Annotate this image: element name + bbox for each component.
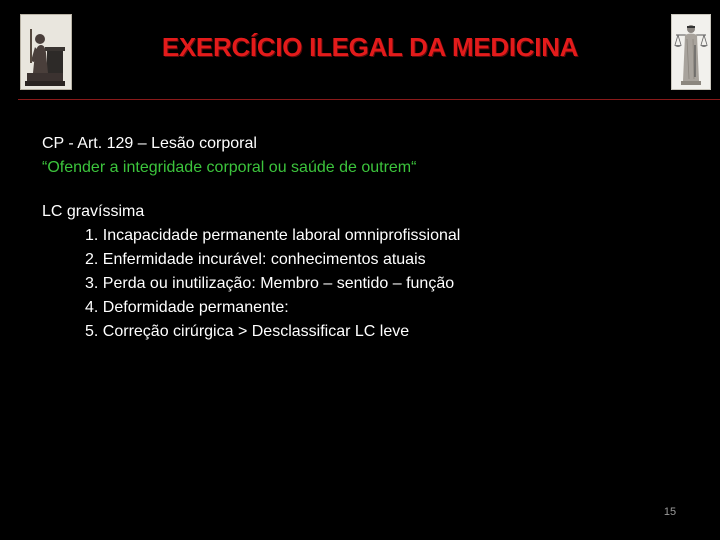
justice-icon <box>671 14 711 90</box>
list-item: 5. Correção cirúrgica > Desclassificar LC leve <box>85 323 410 340</box>
statue-icon <box>20 14 72 90</box>
law-reference: CP - Art. 129 – Lesão corporal <box>42 135 257 152</box>
list-item: 2. Enfermidade incurável: conhecimentos atuais <box>85 251 426 268</box>
spacer <box>42 180 682 200</box>
title-divider <box>18 99 720 100</box>
page-number: 15 <box>663 506 677 518</box>
list-item: 1. Incapacidade permanente laboral omniprofissional <box>85 227 461 244</box>
list-item: 3. Perda ou inutilização: Membro – sentido – função <box>85 275 455 292</box>
section-heading: LC gravíssima <box>42 203 145 220</box>
list-item: 4. Deformidade permanente: <box>85 299 289 316</box>
slide-title: EXERCÍCIO ILEGAL DA MEDICINA <box>161 32 579 62</box>
legal-quote: “Ofender a integridade corporal ou saúde de outrem“ <box>42 159 417 176</box>
slide-body <box>42 132 682 344</box>
